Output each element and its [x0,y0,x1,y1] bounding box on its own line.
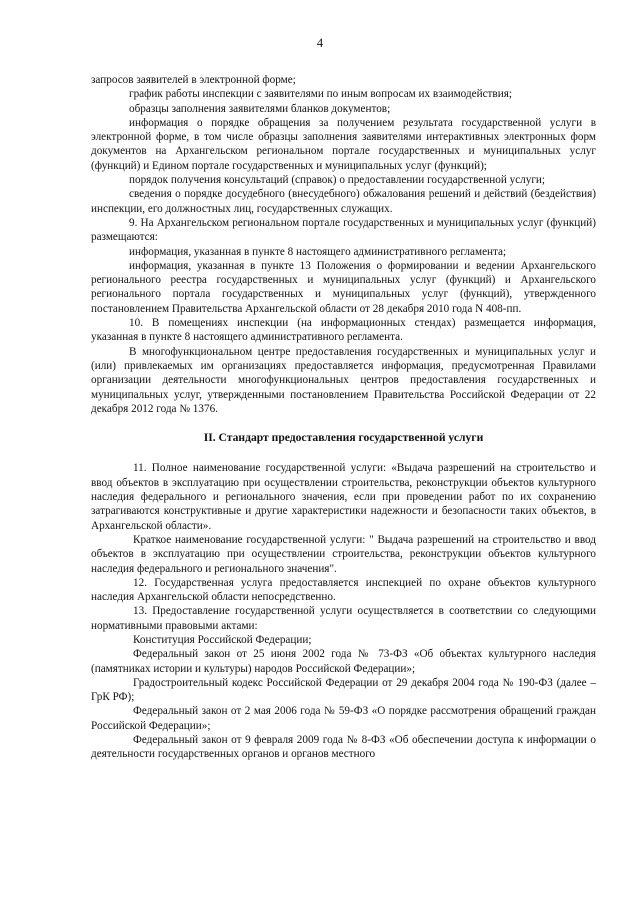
document-body [91,73,596,762]
paragraph: Краткое наименование государственной услуги: " Выдача разрешений на строительство и ввод объектов в эксплуатацию при осуществлении строительства, реконструкции объектов культурного наследия федерального и регионального значения". [91,533,596,575]
paragraph: Конституция Российской Федерации; [133,633,312,646]
paragraphs-bottom [91,461,596,761]
paragraph: Федеральный закон от 9 февраля 2009 года № 8-ФЗ «Об обеспечении доступа к информации о деятельности государственных органов и органов местного [91,734,596,761]
paragraph: запросов заявителей в электронной форме; [91,74,296,86]
paragraph: 10. В помещениях инспекции (на информационных стендах) размещается информация, указанная в пункте 8 настоящего административного регламента. [91,317,596,344]
paragraph: сведения о порядке досудебного (внесудебного) обжалования решений и действий (бездействия) инспекции, его должностных лиц, государственных служащих. [91,188,596,215]
paragraph: 13. Предоставление государственной услуги осуществляется в соответствии со следующими нормативными правовыми актами: [91,605,596,632]
paragraph: Федеральный закон от 25 июня 2002 года № 73-ФЗ «Об объектах культурного наследия (памятниках истории и культуры) народов Российской Федерации»; [91,648,596,675]
paragraph: информация о порядке обращения за получением результата государственной услуги в электронной форме, в том числе образцы заполнения заявителями интерактивных электронных форм документов на Архангельском региональном портале государственных и муниципальных услуг (функций) и Едином портале государственных и муниципальных услуг (функций); [91,116,596,172]
paragraph: график работы инспекции с заявителями по иным вопросам их взаимодействия; [129,88,512,101]
paragraphs-top [91,73,596,416]
page-number: 4 [316,36,324,50]
paragraph: Градостроительный кодекс Российской Федерации от 29 декабря 2004 года № 190-ФЗ (далее – ГрК РФ); [91,676,596,704]
paragraph: 12. Государственная услуга предоставляется инспекцией по охране объектов культурного наследия Архангельской области непосредственно. [91,576,596,604]
paragraph: образцы заполнения заявителями бланков документов; [129,102,391,115]
paragraph: Федеральный закон от 2 мая 2006 года № 59-ФЗ «О порядке рассмотрения обращений граждан Российской Федерации»; [91,705,596,732]
section-heading: II. Стандарт предоставления государственной услуги [203,431,484,445]
paragraph: информация, указанная в пункте 8 настоящего административного регламента; [129,245,507,258]
paragraph: информация, указанная в пункте 13 Положения о формировании и ведении Архангельского регионального реестра государственных и муниципальных услуг (функций) и Архангельского регионального портала государственных и муниципальных услуг (функций), утвержденного постановлением Правительства Архангельской области от 28 декабря 2010 года N 408-пп. [91,259,596,315]
paragraph: 9. На Архангельском региональном портале государственных и муниципальных услуг (функций) размещаются: [91,216,596,244]
paragraph: порядок получения консультаций (справок) о предоставлении государственной услуги; [129,174,546,187]
paragraph: 11. Полное наименование государственной услуги: «Выдача разрешений на строительство и ввод объектов в эксплуатацию при осуществлении строительства, реконструкции объектов культурного наследия федерального и регионального значения, если при проведении работ по их сохранению затрагиваются конструктивные и другие характеристики надежности и безопасности таких объектов, в Архангельской области». [91,462,596,532]
paragraph: В многофункциональном центре предоставления государственных и муниципальных услуг и (или) привлекаемых им организациях предоставляется информация, предусмотренная Правилами организации деятельности многофункциональных центров предоставления государственных и муниципальных услуг, утвержденными постановлением Правительства Российской Федерации от 22 декабря 2012 года № 1376. [91,345,596,415]
